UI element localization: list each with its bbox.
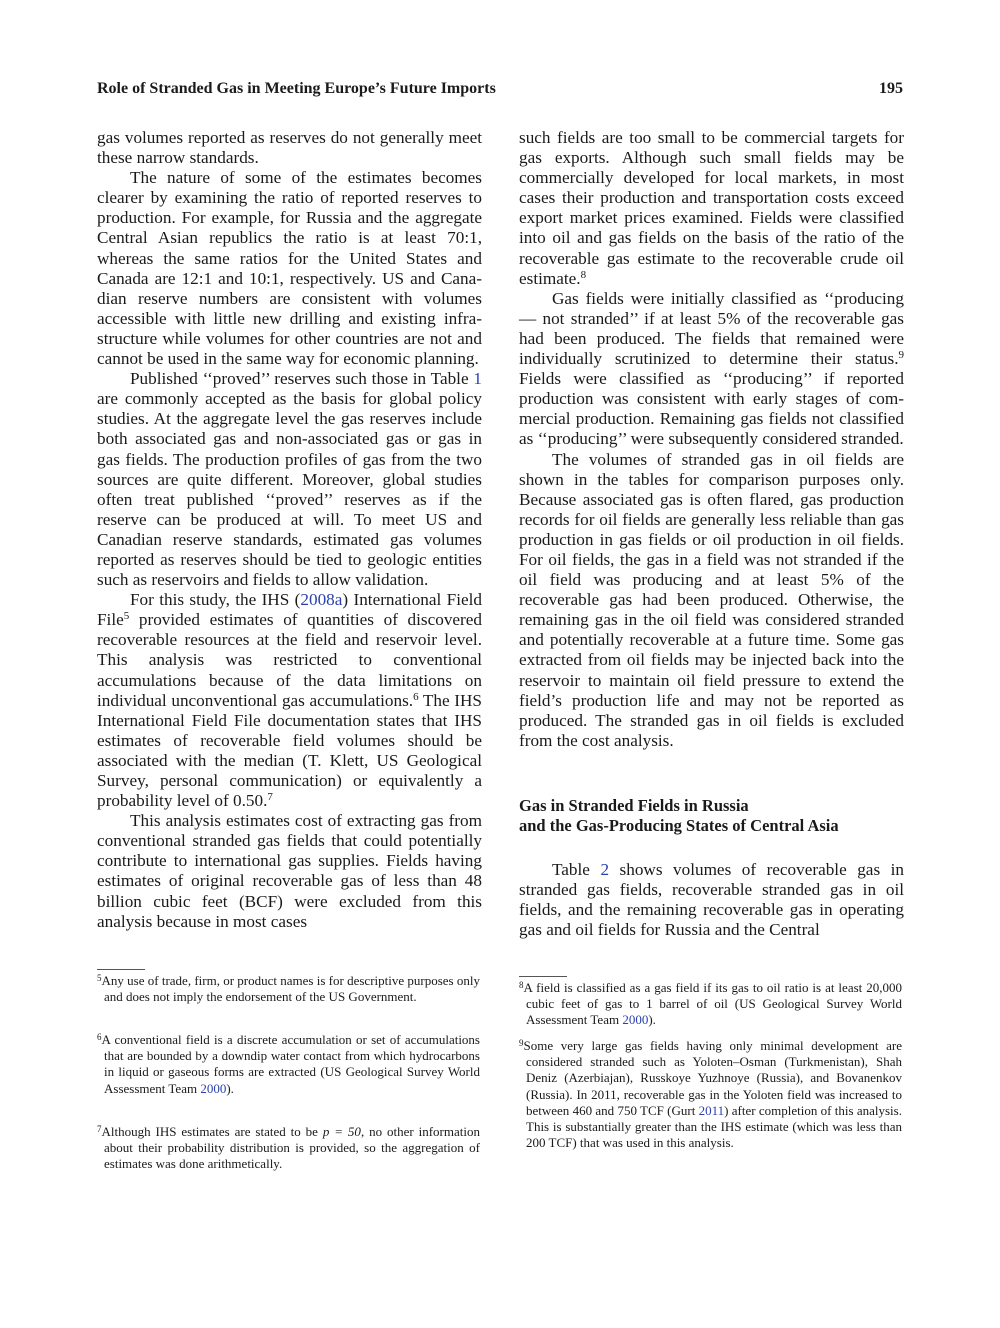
footnote-7-marker: 7 xyxy=(267,791,273,804)
footnote-mark: 9 xyxy=(519,1038,524,1048)
text: shows volumes of recoverable gas in stranded gas fields, recoverable stranded gas in oil fields, and the remaining recoverable gas in operating gas and oil fields for Russia and the Central xyxy=(519,859,904,940)
text: Fields were classified as ‘‘producing’’ if reported production was consistent with early stages of commercial production. Remaining gas fields not classified as ‘‘producing’’ were subsequently considered stranded. xyxy=(519,369,904,449)
heading-line: Gas in Stranded Fields in Russia xyxy=(519,795,749,815)
paragraph xyxy=(519,289,904,450)
footnote-6 xyxy=(97,1032,480,1097)
running-header xyxy=(97,80,903,104)
citation-ihs-2008a-link[interactable]: 2008a xyxy=(300,590,343,610)
text: such fields are too small to be commercial targets for gas exports. Although such small fields may be commercially developed for local markets, in most cases their production and transportation costs exceed export market prices examined. Fields were classified into oil and gas fields on the basis of the ratio of the recoverable gas estimate to the recoverable crude oil estimate. xyxy=(519,128,904,288)
math-expression: p = 50 xyxy=(322,1124,361,1139)
paragraph: This analysis estimates cost of extracting gas from conventional stranded gas fields that could potentially contribute to international gas supplies. Fields having estimates of original recoverable gas of less than 48 billion cubic feet (BCF) were excluded from this analysis because in most cases xyxy=(97,811,482,931)
footnote-9 xyxy=(519,1038,902,1151)
footnote-text: Any use of trade, firm, or product names is for descriptive purposes only and does not imply the endorsement of the US Government. xyxy=(101,973,480,1005)
paragraph: The nature of some of the estimates becomes clearer by examining the ratio of reported reserves to production. For example, for Russia and the aggregate Central Asian republics the ratio is at least 70:1, whereas the same ratios for the United States and Canada are 12:1 and 10:1, respectively. US and Canadian reserve numbers are consistent with volumes accessible with little new drilling and existing infrastructure while volumes for other countries are not and cannot be used in the same way for economic planning. xyxy=(97,168,482,369)
footnote-text: ) after completion of this analysis. This is substantially greater than the IHS estimate (which was less than 200 TCF) that was used in this analysis. xyxy=(526,1102,902,1151)
footnote-mark: 5 xyxy=(97,973,102,983)
citation-usgs-2000-link[interactable]: 2000 xyxy=(622,1012,649,1028)
table-1-link[interactable]: 1 xyxy=(473,369,482,389)
footnote-text: , no other information about their probability distribution is provided, so the aggregation of estimates was done arithmetically. xyxy=(104,1124,480,1172)
footnote-mark: 6 xyxy=(97,1032,102,1042)
text: ) International Field File xyxy=(97,590,482,630)
footnote-5-marker: 5 xyxy=(123,610,130,623)
paragraph xyxy=(519,128,904,289)
table-2-link[interactable]: 2 xyxy=(600,859,610,879)
paragraph xyxy=(97,590,482,811)
text: For this study, the IHS ( xyxy=(130,590,301,610)
footnote-text: Some very large gas fields having only minimal development are considered stranded such as Yoloten–Osman (Turkmenistan), Shah Deniz (Azerbiajan), Russkoye Yuzhnoye (Russia), and Bovanenkov (Russia). In 2011, recoverable gas in the Yoloten field was increased to between 460 and 750 TCF (Gurt xyxy=(523,1038,902,1118)
paragraph: The volumes of stranded gas in oil fields are shown in the tables for comparison purposes only. Because associated gas is often flared, gas production records for oil fields are generally less reliable than gas production in gas fields or oil production in oil fields. For oil fields, the gas in a field was not stranded if the oil field was producing and at least 5% of the recoverable gas had been produced. Otherwise, the remaining gas in the oil field was considered stranded and potentially recoverable at a future time. Some gas extracted from oil fields may be injected back into the reservoir to maintain oil field pressure to extend the field’s production life and may not be reported as produced. The stranded gas in oil fields is excluded from the cost analysis. xyxy=(519,449,904,750)
footnote-mark: 7 xyxy=(97,1124,102,1134)
text: Published ‘‘proved’’ reserves such those in Table xyxy=(130,369,474,389)
footnote-6-marker: 6 xyxy=(413,690,419,703)
footnote-mark: 8 xyxy=(519,980,524,990)
section-heading xyxy=(519,796,904,836)
footnote-7 xyxy=(97,1124,480,1173)
paragraph xyxy=(519,860,904,940)
footnote-text: Although IHS estimates are stated to be xyxy=(101,1124,323,1139)
footnote-text: A field is classified as a gas field if its gas to oil ratio is at least 20,000 cubic feet of gas to 1 barrel of oil (US Geological Survey World Assessment Team xyxy=(523,980,902,1028)
paragraph xyxy=(97,369,482,590)
text: Table xyxy=(552,859,601,879)
page-number: 195 xyxy=(879,80,903,97)
footnote-rule xyxy=(97,969,145,970)
citation-gurt-2011-link[interactable]: 2011 xyxy=(698,1102,725,1118)
footnote-9-marker: 9 xyxy=(898,349,904,362)
heading-line: and the Gas-Producing States of Central Asia xyxy=(519,815,839,835)
left-column xyxy=(97,128,482,932)
footnote-text: ). xyxy=(648,1012,656,1028)
footnote-8-marker: 8 xyxy=(580,268,587,281)
footnote-text: A conventional field is a discrete accumulation or set of accumulations that are bounded by a downdip water contact from which hydrocarbons in liquid or gaseous forms are extracted (US Geological Survey World Assessment Team xyxy=(101,1032,480,1096)
text: Gas fields were initially classified as ‘‘producing— not stranded’’ if at least 5% of the recoverable gas had been produced. The fields that remained were individually scrutinized to determine their status. xyxy=(519,288,904,369)
footnote-8 xyxy=(519,980,902,1029)
text: provided estimates of quantities of discovered recoverable resources at the field and reservoir level. This analysis was restricted to conventional accumulations because of the data limitations on individual unconventional gas accumulations. xyxy=(97,610,482,710)
running-title: Role of Stranded Gas in Meeting Europe’s Future Imports xyxy=(97,80,496,97)
right-column xyxy=(519,128,904,940)
text: The IHS International Field File documentation states that IHS estimates of recoverable field volumes should be associated with the median (T. Klett, US Geological Survey, personal communication) or equivalently a probability level of 0.50. xyxy=(97,690,482,811)
footnote-5 xyxy=(97,973,480,1005)
footnote-rule xyxy=(519,976,567,977)
footnote-text: ). xyxy=(226,1080,234,1096)
citation-usgs-2000-link[interactable]: 2000 xyxy=(200,1080,227,1096)
paragraph: gas volumes reported as reserves do not generally meet these narrow standards. xyxy=(97,128,482,168)
text: are commonly accepted as the basis for global policy studies. At the aggregate level the gas reserves include both associated gas and non-associated gas or gas in gas fields. The production profiles of gas from the two sources are quite different. Moreover, global studies often treat published ‘‘proved’’ reserves as if the reserve can be produced at will. To meet US and Canadian reserve standards, estimated gas volumes reported as reserves should be tied to geologic entities such as reservoirs and fields to allow validation. xyxy=(97,389,482,590)
